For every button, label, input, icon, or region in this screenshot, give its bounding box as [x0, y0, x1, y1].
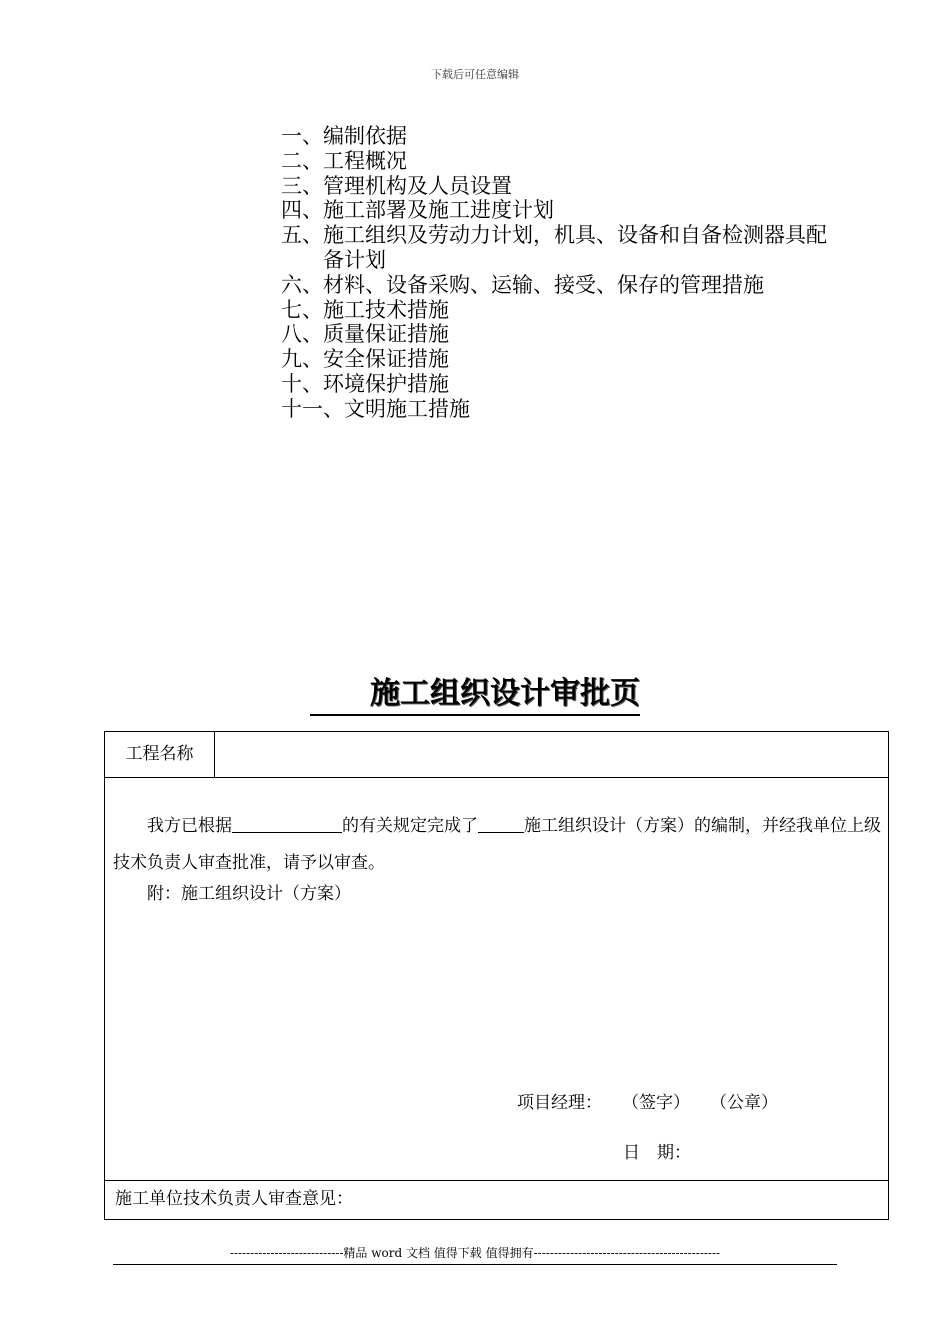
toc-item — [281, 149, 861, 174]
table-of-contents — [281, 124, 861, 422]
statement-part-3: 施工组织设计（方案）的编制，并经我单位上级技术负责人审查批准，请予以审查。 — [113, 816, 881, 873]
signature-line — [517, 1090, 778, 1116]
toc-number: 六、 — [281, 272, 323, 297]
toc-text: 施工组织及劳动力计划，机具、设备和自备检测器具配备计划 — [323, 223, 827, 272]
project-name-field[interactable] — [215, 732, 888, 777]
toc-number: 四、 — [281, 198, 323, 223]
toc-item — [281, 223, 861, 273]
toc-number: 三、 — [281, 173, 323, 198]
project-manager-label: 项目经理： — [517, 1093, 602, 1113]
toc-text: 环境保护措施 — [323, 371, 449, 396]
toc-item — [281, 298, 861, 323]
toc-item — [281, 124, 861, 149]
toc-text: 质量保证措施 — [323, 322, 449, 347]
toc-item — [281, 322, 861, 347]
toc-number: 七、 — [281, 297, 323, 322]
toc-number: 十、 — [281, 371, 323, 396]
submission-statement — [113, 808, 883, 882]
toc-number: 五、 — [281, 223, 323, 248]
project-name-row — [105, 732, 888, 778]
toc-text: 材料、设备采购、运输、接受、保存的管理措施 — [323, 272, 764, 297]
toc-item — [281, 372, 861, 397]
seal-label: （公章） — [710, 1093, 778, 1113]
review-opinion-label: 施工单位技术负责人审查意见： — [115, 1189, 353, 1209]
statement-part-1: 我方已根据 — [147, 816, 232, 836]
toc-number: 二、 — [281, 148, 323, 173]
toc-text: 施工部署及施工进度计划 — [323, 198, 554, 223]
date-label: 日 期： — [623, 1143, 691, 1163]
header-note: 下载后可任意编辑 — [431, 68, 519, 81]
project-name-label: 工程名称 — [105, 732, 215, 777]
submission-statement-cell — [105, 778, 888, 1181]
toc-text: 管理机构及人员设置 — [323, 173, 512, 198]
statement-part-2: 的有关规定完成了 — [342, 816, 478, 836]
toc-item — [281, 397, 861, 422]
toc-text: 编制依据 — [323, 124, 407, 148]
toc-text: 安全保证措施 — [323, 347, 449, 372]
basis-blank-field[interactable] — [232, 813, 342, 833]
toc-number: 九、 — [281, 347, 323, 372]
approval-page-title: 施工组织设计审批页 — [310, 674, 640, 716]
toc-number: 八、 — [281, 322, 323, 347]
toc-text: 文明施工措施 — [344, 396, 470, 421]
toc-number: 一、 — [281, 124, 323, 148]
signature-label: （签字） — [622, 1093, 690, 1113]
approval-form-table — [104, 731, 889, 1220]
toc-item — [281, 174, 861, 199]
review-opinion-row[interactable] — [105, 1182, 888, 1220]
toc-item — [281, 273, 861, 298]
toc-text: 施工技术措施 — [323, 297, 449, 322]
attachment-note: 附：施工组织设计（方案） — [147, 884, 351, 904]
footer-note: ----------------------------精品 word 文档 值得下载 值得拥有---------------------------------------------- — [113, 1245, 837, 1265]
toc-text: 工程概况 — [323, 148, 407, 173]
toc-number: 十一、 — [281, 396, 344, 421]
toc-item — [281, 347, 861, 372]
project-blank-field[interactable] — [478, 813, 524, 833]
toc-item — [281, 198, 861, 223]
